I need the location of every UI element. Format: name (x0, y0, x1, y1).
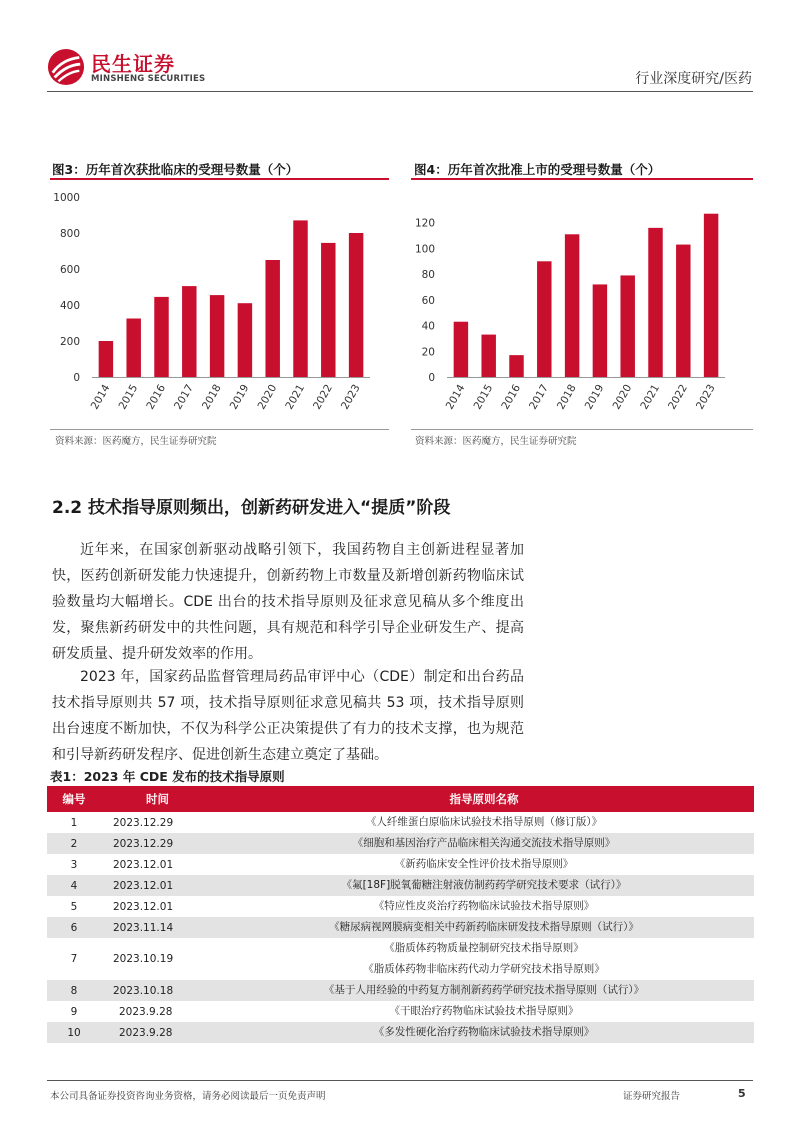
bar-2022 (321, 243, 335, 377)
cell-name (214, 917, 754, 938)
header-no: 编号 (47, 786, 101, 812)
cell-date: 2023.12.29 (113, 816, 174, 829)
figure-4-source: 资料来源：医药魔方，民生证券研究院 (415, 436, 577, 447)
paragraph-2: 2023 年，国家药品监督管理局药品审评中心（CDE）制定和出台药品技术指导原则共 57 项，技术指导原则征求意见稿共 53 项，技术指导原则出台速度不断加快，不仅为科学公正决策提供了有力的技术支撑，也为规范和引导新药研发程序、促进创新生态建立奠定了基础。 (52, 669, 524, 763)
y-tick-label: 80 (421, 269, 435, 282)
table-title: 表1：2023 年 CDE 发布的技术指导原则 (50, 769, 285, 784)
header-name: 指导原则名称 (214, 786, 754, 812)
guideline-name: 《细胞和基因治疗产品临床相关沟通交流技术指导原则》 (352, 837, 616, 849)
table-row (47, 854, 754, 875)
y-tick-label: 400 (59, 300, 80, 312)
header-divider (47, 91, 753, 92)
section-heading: 2.2 技术指导原则频出，创新药研发进入“提质”阶段 (52, 498, 451, 518)
guideline-name: 《干眼治疗药物临床试验技术指导原则》 (389, 1005, 579, 1017)
guidelines-table (47, 786, 754, 1043)
x-tick-label: 2020 (255, 382, 280, 412)
bar-2017 (182, 286, 196, 377)
figure-4-rule (411, 178, 753, 180)
y-tick-label: 0 (428, 372, 435, 384)
cell-name (214, 854, 754, 875)
guideline-name: 《氟[18F]脱氧葡糖注射液仿制药药学研究技术要求（试行）》 (341, 879, 627, 891)
y-tick-label: 20 (421, 346, 435, 359)
bar-2021 (293, 220, 307, 377)
cell-name (214, 938, 754, 980)
guideline-name: 《特应性皮炎治疗药物临床试验技术指导原则》 (373, 900, 595, 912)
cell-date: 2023.10.19 (113, 953, 174, 965)
x-tick-label: 2023 (693, 382, 718, 412)
y-tick-label: 800 (59, 228, 80, 240)
x-tick-label: 2016 (144, 382, 169, 412)
cell-no: 5 (70, 900, 78, 913)
table-row (47, 875, 754, 896)
footer-report-type: 证券研究报告 (623, 1091, 681, 1102)
table-row (47, 1001, 754, 1022)
table-row (47, 917, 754, 938)
x-tick-label: 2020 (610, 382, 635, 412)
cell-name (214, 1022, 754, 1043)
bar-2018 (565, 234, 579, 377)
footer-disclaimer: 本公司具备证券投资咨询业务资格，请务必阅读最后一页免责声明 (50, 1091, 326, 1102)
bar-2015 (126, 319, 140, 378)
cell-no: 3 (70, 858, 78, 871)
header-date: 时间 (101, 786, 214, 812)
table-row (47, 938, 754, 980)
bar-2018 (210, 295, 224, 377)
y-tick-label: 60 (421, 294, 435, 307)
table-row (47, 896, 754, 917)
cell-date: 2023.12.29 (101, 833, 214, 854)
bar-2017 (537, 261, 551, 377)
figure-3-title: 图3：历年首次获批临床的受理号数量（个） (52, 162, 299, 177)
figure-4-title: 图4：历年首次批准上市的受理号数量（个） (414, 162, 661, 177)
y-tick-label: 600 (59, 264, 80, 276)
cell-no: 1 (70, 816, 78, 829)
cell-date: 2023.12.01 (113, 858, 174, 871)
paragraph-1: 近年来，在国家创新驱动战略引领下，我国药物自主创新进程显著加快，医药创新研发能力快速提升，创新药物上市数量及新增创新药物临床试验数量均大幅增长。CDE 出台的技术指导原则及征求意见稿从多个维度出发，聚焦新药研发中的共性问题，具有规范和科学引导企业研发生产、提高研发质量、提升研发效率的作用。 (52, 542, 524, 662)
bar-2019 (238, 303, 252, 377)
cell-no: 7 (70, 953, 78, 965)
table-row (47, 1022, 754, 1043)
cell-name (214, 1001, 754, 1022)
bar-2014 (454, 322, 468, 377)
x-tick-label: 2015 (116, 382, 141, 412)
cell-no: 6 (47, 917, 101, 938)
page-number: 5 (738, 1087, 746, 1100)
figure-3-rule (50, 178, 389, 180)
cell-date: 2023.10.18 (101, 980, 214, 1001)
cell-no: 9 (70, 1005, 78, 1018)
y-tick-label: 1000 (53, 192, 80, 204)
guideline-name: 《脂质体药物质量控制研究技术指导原则》 (384, 942, 584, 954)
table-row (47, 980, 754, 1001)
cell-name (214, 833, 754, 854)
cell-name (214, 812, 754, 833)
x-tick-label: 2014 (443, 382, 468, 412)
x-tick-label: 2021 (638, 382, 663, 412)
footer-divider (47, 1080, 753, 1081)
brand-name-cn: 民生证券 (91, 52, 175, 76)
guideline-name: 《糖尿病视网膜病变相关中药新药临床研发技术指导原则（试行）》 (329, 921, 639, 933)
x-tick-label: 2022 (666, 382, 690, 412)
bar-2016 (154, 297, 168, 377)
y-tick-label: 100 (414, 243, 435, 256)
guideline-name: 《脂质体药物非临床药代动力学研究技术指导原则》 (363, 963, 605, 975)
guideline-name: 《多发性硬化治疗药物临床试验技术指导原则》 (373, 1026, 595, 1038)
cell-date: 2023.9.28 (119, 1005, 173, 1018)
bar-2023 (704, 214, 718, 377)
bar-2014 (99, 341, 113, 377)
cell-date: 2023.9.28 (101, 1022, 214, 1043)
cell-no: 8 (47, 980, 101, 1001)
figure-3-chart (50, 184, 390, 424)
guideline-name: 《新药临床安全性评价技术指导原则》 (394, 858, 574, 870)
x-tick-label: 2019 (582, 382, 607, 412)
x-tick-label: 2015 (471, 382, 496, 412)
x-tick-label: 2023 (338, 382, 363, 412)
y-tick-label: 200 (59, 336, 80, 348)
cell-date: 2023.12.01 (113, 900, 174, 913)
figure-3-source: 资料来源：医药魔方，民生证券研究院 (55, 436, 217, 447)
table-header-row (47, 786, 754, 812)
bar-2020 (620, 275, 634, 377)
bar-2021 (648, 228, 662, 377)
figure-4-chart (411, 184, 753, 424)
x-tick-label: 2022 (311, 382, 335, 412)
bar-2022 (676, 245, 690, 377)
x-tick-label: 2018 (199, 382, 224, 412)
x-tick-label: 2014 (88, 382, 113, 412)
cell-name (214, 980, 754, 1001)
bar-2016 (509, 355, 523, 377)
brand-name-en: MINSHENG SECURITIES (91, 74, 206, 84)
x-tick-label: 2021 (283, 382, 308, 412)
y-tick-label: 120 (414, 217, 435, 230)
report-category: 行业深度研究/医药 (635, 71, 752, 87)
logo-mark-icon (47, 48, 85, 86)
figure-4-source-rule (411, 429, 753, 430)
cell-name (214, 875, 754, 896)
x-tick-label: 2017 (172, 382, 196, 412)
x-tick-label: 2016 (499, 382, 524, 412)
bar-2019 (593, 284, 607, 377)
x-tick-label: 2017 (527, 382, 551, 412)
table-row (47, 833, 754, 854)
bar-2020 (265, 260, 279, 377)
cell-date: 2023.12.01 (101, 875, 214, 896)
y-tick-label: 40 (421, 320, 435, 333)
x-tick-label: 2018 (554, 382, 579, 412)
company-logo (47, 46, 206, 90)
figure-3-source-rule (50, 429, 389, 430)
cell-no: 4 (47, 875, 101, 896)
cell-no: 10 (47, 1022, 101, 1043)
table-row (47, 812, 754, 833)
x-tick-label: 2019 (227, 382, 252, 412)
cell-no: 2 (47, 833, 101, 854)
y-tick-label: 0 (73, 372, 80, 384)
cell-date: 2023.11.14 (101, 917, 214, 938)
guideline-name: 《基于人用经验的中药复方制剂新药药学研究技术指导原则（试行）》 (323, 984, 645, 996)
bar-2015 (481, 335, 495, 377)
guideline-name: 《人纤维蛋白原临床试验技术指导原则（修订版）》 (365, 816, 603, 828)
cell-name (214, 896, 754, 917)
bar-2023 (349, 233, 363, 377)
